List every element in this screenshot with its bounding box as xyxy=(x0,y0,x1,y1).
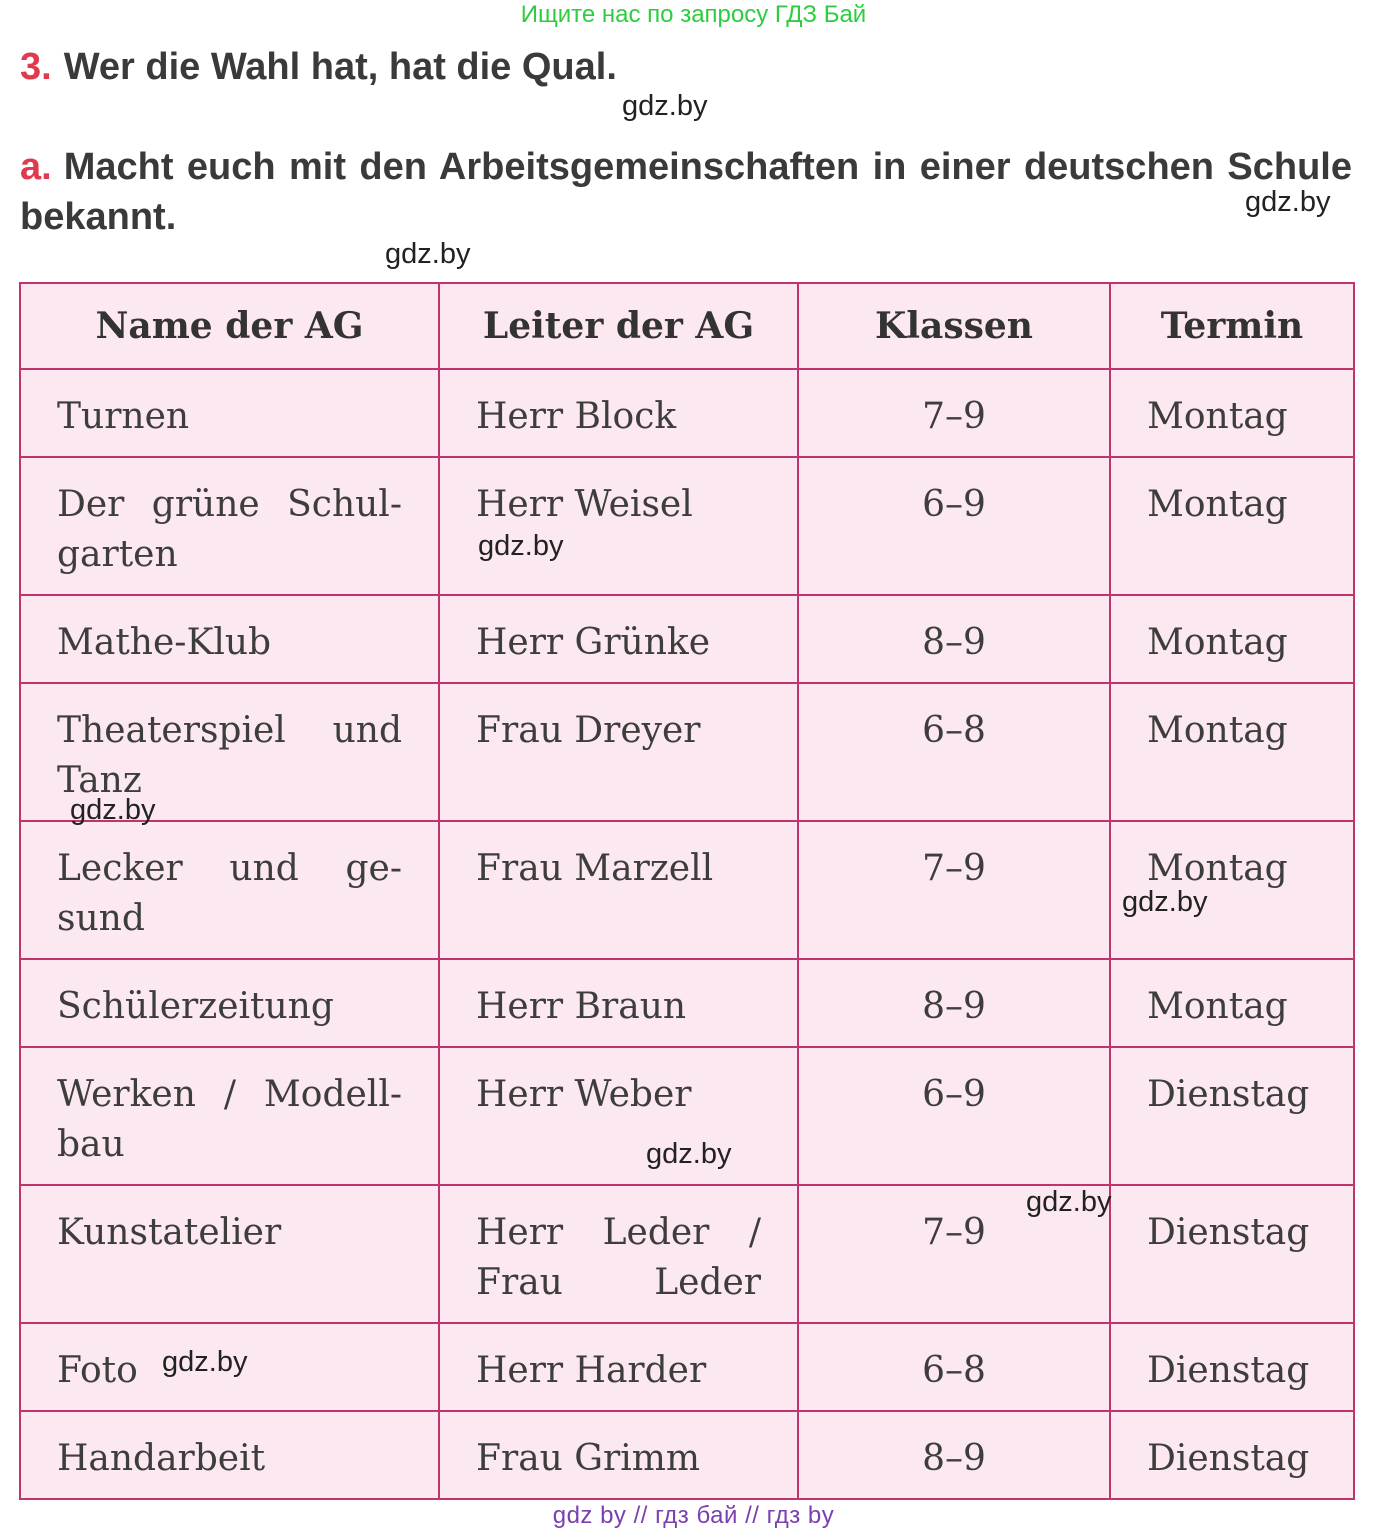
cell-name xyxy=(20,1047,439,1185)
cell-name: Schülerzeitung xyxy=(20,959,439,1047)
cell-klassen: 7–9 xyxy=(798,1185,1110,1323)
cell-name xyxy=(20,821,439,959)
cell-name: Kunstatelier xyxy=(20,1185,439,1323)
cell-klassen: 6–8 xyxy=(798,1323,1110,1411)
watermark: gdz.by xyxy=(70,794,156,826)
header-termin: Termin xyxy=(1110,283,1354,369)
table-row xyxy=(20,1411,1354,1499)
cell-name-text: Theaterspiel und Tanz xyxy=(57,710,402,801)
cell-name-text: Werken / Modell-bau xyxy=(57,1074,402,1165)
table-row xyxy=(20,369,1354,457)
cell-termin: Dienstag xyxy=(1110,1323,1354,1411)
cell-klassen: 8–9 xyxy=(798,595,1110,683)
cell-name: Turnen xyxy=(20,369,439,457)
cell-leiter xyxy=(439,1185,798,1323)
cell-leiter-text: Herr Leder / Frau Leder xyxy=(476,1212,761,1303)
cell-klassen: 7–9 xyxy=(798,369,1110,457)
cell-name: Mathe-Klub xyxy=(20,595,439,683)
table-row xyxy=(20,595,1354,683)
watermark: gdz.by xyxy=(1026,1186,1112,1218)
table-row xyxy=(20,959,1354,1047)
cell-leiter: Herr Harder xyxy=(439,1323,798,1411)
cell-leiter: Frau Dreyer xyxy=(439,683,798,821)
watermark: gdz.by xyxy=(646,1138,732,1170)
task-instruction: Macht euch mit den Arbeitsgemeinschaften in einer deutschen Schule bekannt. xyxy=(20,146,1352,238)
watermark: gdz.by xyxy=(1122,886,1208,918)
task-heading xyxy=(20,142,1352,242)
cell-klassen: 7–9 xyxy=(798,821,1110,959)
task-letter: a. xyxy=(20,146,52,188)
header-klassen: Klassen xyxy=(798,283,1110,369)
cell-name: Foto xyxy=(20,1323,439,1411)
table-header-row xyxy=(20,283,1354,369)
cell-termin: Montag xyxy=(1110,457,1354,595)
watermark: gdz.by xyxy=(478,530,564,562)
cell-klassen: 6–9 xyxy=(798,1047,1110,1185)
cell-klassen: 6–8 xyxy=(798,683,1110,821)
cell-klassen: 8–9 xyxy=(798,959,1110,1047)
cell-termin: Montag xyxy=(1110,821,1354,959)
cell-leiter: Herr Braun xyxy=(439,959,798,1047)
cell-termin: Montag xyxy=(1110,595,1354,683)
cell-klassen: 6–9 xyxy=(798,457,1110,595)
cell-name: Handarbeit xyxy=(20,1411,439,1499)
table-row xyxy=(20,1185,1354,1323)
cell-name-text: Lecker und ge-sund xyxy=(57,848,402,939)
watermark: gdz.by xyxy=(622,90,708,122)
cell-leiter: Herr Block xyxy=(439,369,798,457)
footer: gdz by // гдз бай // гдз by xyxy=(552,1502,835,1529)
cell-leiter: Frau Grimm xyxy=(439,1411,798,1499)
watermark: gdz.by xyxy=(385,238,471,270)
cell-leiter: Herr Weisel xyxy=(439,457,798,595)
exercise-heading xyxy=(20,46,617,89)
cell-termin: Montag xyxy=(1110,369,1354,457)
exercise-title: Wer die Wahl hat, hat die Qual. xyxy=(63,46,617,88)
cell-termin: Dienstag xyxy=(1110,1411,1354,1499)
cell-termin: Montag xyxy=(1110,959,1354,1047)
cell-name xyxy=(20,457,439,595)
cell-leiter: Frau Marzell xyxy=(439,821,798,959)
header-leiter: Leiter der AG xyxy=(439,283,798,369)
cell-termin: Montag xyxy=(1110,683,1354,821)
cell-leiter: Herr Weber xyxy=(439,1047,798,1185)
cell-termin: Dienstag xyxy=(1110,1185,1354,1323)
top-banner: Ищите нас по запросу ГДЗ Бай xyxy=(520,1,867,28)
watermark: gdz.by xyxy=(162,1346,248,1378)
watermark: gdz.by xyxy=(1245,186,1331,218)
table-row xyxy=(20,683,1354,821)
header-name: Name der AG xyxy=(20,283,439,369)
cell-termin: Dienstag xyxy=(1110,1047,1354,1185)
cell-klassen: 8–9 xyxy=(798,1411,1110,1499)
cell-name-text: Der grüne Schul-garten xyxy=(57,484,402,575)
exercise-number: 3. xyxy=(20,46,52,88)
table-row xyxy=(20,457,1354,595)
cell-leiter: Herr Grünke xyxy=(439,595,798,683)
